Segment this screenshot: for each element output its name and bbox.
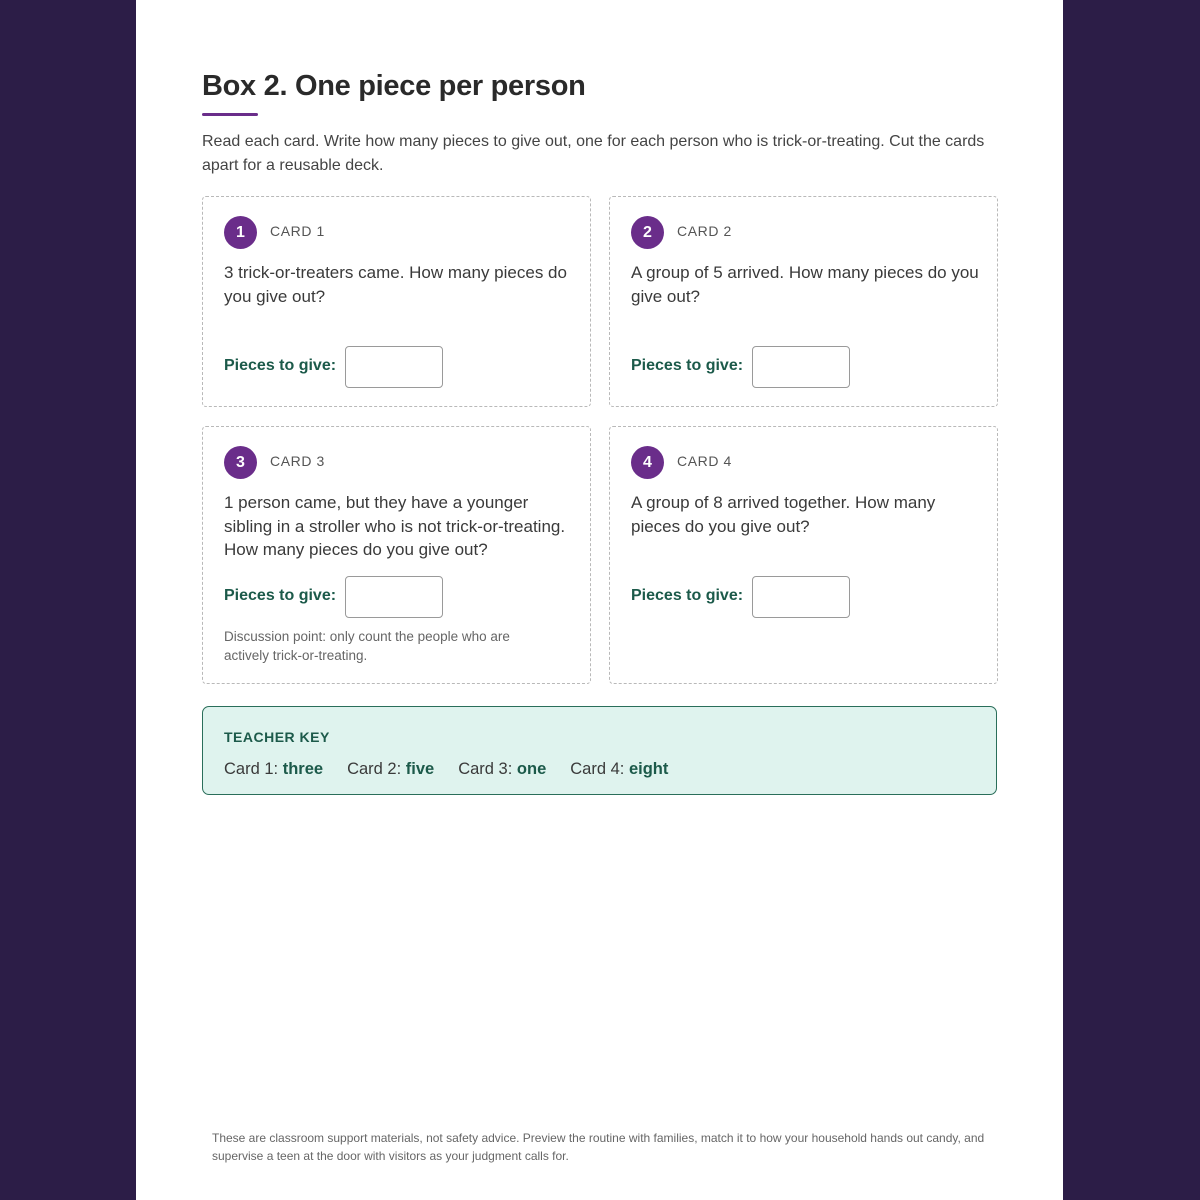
answer-input[interactable]	[752, 346, 850, 388]
intro-text: Read each card. Write how many pieces to give out, one for each person who is trick-or-treating. Cut the cards apart for a reusable deck.	[202, 133, 985, 174]
card-label: CARD 4	[677, 453, 732, 469]
key-item-value: eight	[628, 760, 669, 778]
discussion-note: Discussion point: only count the people who are actively trick-or-treating.	[224, 629, 510, 663]
worksheet-page	[136, 0, 1063, 1200]
card-question: A group of 5 arrived. How many pieces do you give out?	[631, 263, 979, 306]
card-label: CARD 2	[677, 223, 732, 239]
answer-label: Pieces to give:	[631, 587, 744, 604]
card-number-badge: 4	[631, 446, 664, 479]
answer-label: Pieces to give:	[224, 357, 337, 374]
key-item-label: Card 2:	[347, 760, 406, 778]
key-item-value: three	[282, 760, 324, 778]
teacher-key-answers	[224, 760, 668, 779]
card-label: CARD 1	[270, 223, 325, 239]
key-item-label: Card 3:	[458, 760, 517, 778]
card-question: 1 person came, but they have a younger sibling in a stroller who is not trick-or-treating. How many pieces do you give out?	[224, 493, 566, 559]
answer-input[interactable]	[345, 576, 443, 618]
key-item-card-3	[458, 760, 546, 779]
card-2	[609, 196, 998, 407]
card-number-badge: 3	[224, 446, 257, 479]
teacher-key-title: TEACHER KEY	[224, 729, 330, 745]
card-label: CARD 3	[270, 453, 325, 469]
page-title: Box 2. One piece per person	[202, 70, 586, 102]
key-item-value: five	[405, 760, 435, 778]
teacher-key-box	[202, 706, 997, 795]
key-item-label: Card 4:	[570, 760, 629, 778]
footer-disclaimer: These are classroom support materials, not safety advice. Preview the routine with families, match it to how your household hands out candy, and supervise a teen at the door with visitors as your judgment calls for.	[212, 1131, 985, 1163]
card-question: 3 trick-or-treaters came. How many pieces do you give out?	[224, 263, 567, 306]
answer-label: Pieces to give:	[631, 357, 744, 374]
answer-input[interactable]	[345, 346, 443, 388]
key-item-label: Card 1:	[224, 760, 283, 778]
key-item-value: one	[516, 760, 547, 778]
key-item-card-1	[224, 760, 323, 779]
title-underline	[202, 113, 258, 116]
card-number-badge: 2	[631, 216, 664, 249]
key-item-card-2	[347, 760, 434, 779]
key-item-card-4	[570, 760, 668, 779]
card-number-badge: 1	[224, 216, 257, 249]
answer-input[interactable]	[752, 576, 850, 618]
card-4	[609, 426, 998, 684]
answer-label: Pieces to give:	[224, 587, 337, 604]
card-1	[202, 196, 591, 407]
card-question: A group of 8 arrived together. How many pieces do you give out?	[631, 493, 936, 536]
card-3	[202, 426, 591, 684]
